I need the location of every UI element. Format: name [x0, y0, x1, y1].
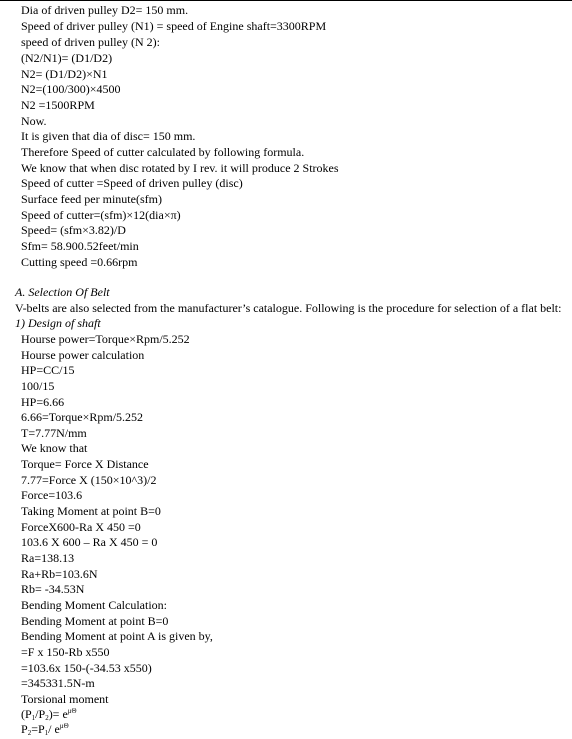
- text-line: Hourse power calculation: [21, 348, 145, 362]
- text-line: Taking Moment at point B=0: [21, 504, 161, 518]
- equation-tight-side-tension: [21, 722, 69, 737]
- text-line: Hourse power=Torque×Rpm/5.252: [21, 332, 190, 346]
- text-line: Surface feed per minute(sfm): [21, 192, 162, 206]
- text-line: Sfm= 58.900.52feet/min: [21, 239, 139, 253]
- text-line: =103.6x 150-(-34.53 x550): [21, 661, 152, 675]
- text-line: Now.: [21, 114, 47, 128]
- eq-text: =P: [31, 722, 45, 736]
- eq-subscript: 2: [27, 729, 32, 737]
- text-line: 7.77=Force X (150×10^3)/2: [21, 473, 157, 487]
- text-line: N2=(100/300)×4500: [21, 82, 121, 96]
- text-line: Bending Moment Calculation:: [21, 598, 167, 612]
- text-line: It is given that dia of disc= 150 mm.: [21, 129, 196, 143]
- text-line: Ra+Rb=103.6N: [21, 567, 98, 581]
- text-line: (N2/N1)= (D1/D2): [21, 51, 113, 65]
- text-line: speed of driven pulley (N 2):: [21, 35, 160, 49]
- eq-text: (P: [21, 707, 32, 721]
- equation-belt-tension-ratio: [21, 707, 77, 722]
- text-line: Speed of driver pulley (N1) = speed of Engine shaft=3300RPM: [21, 19, 327, 33]
- text-line: 103.6 X 600 – Ra X 450 = 0: [21, 535, 158, 549]
- text-line: =F x 150-Rb x550: [21, 645, 110, 659]
- eq-text: / e: [48, 722, 60, 736]
- eq-text: /P: [35, 707, 46, 721]
- text-line: Bending Moment at point B=0: [21, 614, 169, 628]
- text-line: HP=6.66: [21, 395, 65, 409]
- eq-superscript: μΘ: [59, 722, 69, 730]
- text-line: Ra=138.13: [21, 551, 75, 565]
- text-line: =345331.5N-m: [21, 676, 95, 690]
- text-line: N2= (D1/D2)×N1: [21, 67, 108, 81]
- eq-subscript: 2: [45, 714, 49, 722]
- text-line: Torque= Force X Distance: [21, 457, 149, 471]
- text-line: Therefore Speed of cutter calculated by following formula.: [21, 145, 305, 159]
- eq-text: )= e: [48, 707, 68, 721]
- eq-subscript: 1: [31, 714, 36, 722]
- paragraph: V-belts are also selected from the manufacturer’s catalogue. Following is the procedure for selection of a flat belt:: [15, 301, 562, 315]
- text-line: Force=103.6: [21, 488, 83, 502]
- section-heading: A. Selection Of Belt: [15, 285, 110, 299]
- text-line: Bending Moment at point A is given by,: [21, 629, 213, 643]
- text-line: We know that: [21, 441, 88, 455]
- text-line: Torsional moment: [21, 692, 109, 706]
- text-line: Dia of driven pulley D2= 150 mm.: [21, 3, 189, 17]
- text-line: ForceX600-Ra X 450 =0: [21, 520, 141, 534]
- text-line: N2 =1500RPM: [21, 98, 95, 112]
- text-line: Cutting speed =0.66rpm: [21, 255, 138, 269]
- text-line: HP=CC/15: [21, 363, 75, 377]
- text-line: 100/15: [21, 379, 55, 393]
- text-line: We know that when disc rotated by I rev. it will produce 2 Strokes: [21, 161, 339, 175]
- text-line: T=7.77N/mm: [21, 426, 87, 440]
- eq-subscript: 1: [44, 729, 49, 737]
- text-line: Rb= -34.53N: [21, 582, 85, 596]
- eq-text: P: [21, 722, 28, 736]
- text-line: Speed of cutter=(sfm)×12(dia×π): [21, 208, 181, 222]
- eq-superscript: μΘ: [67, 707, 77, 715]
- text-line: Speed of cutter =Speed of driven pulley (disc): [21, 176, 243, 190]
- text-line: 6.66=Torque×Rpm/5.252: [21, 410, 144, 424]
- subsection-heading: 1) Design of shaft: [15, 316, 101, 330]
- text-line: Speed= (sfm×3.82)/D: [21, 223, 126, 237]
